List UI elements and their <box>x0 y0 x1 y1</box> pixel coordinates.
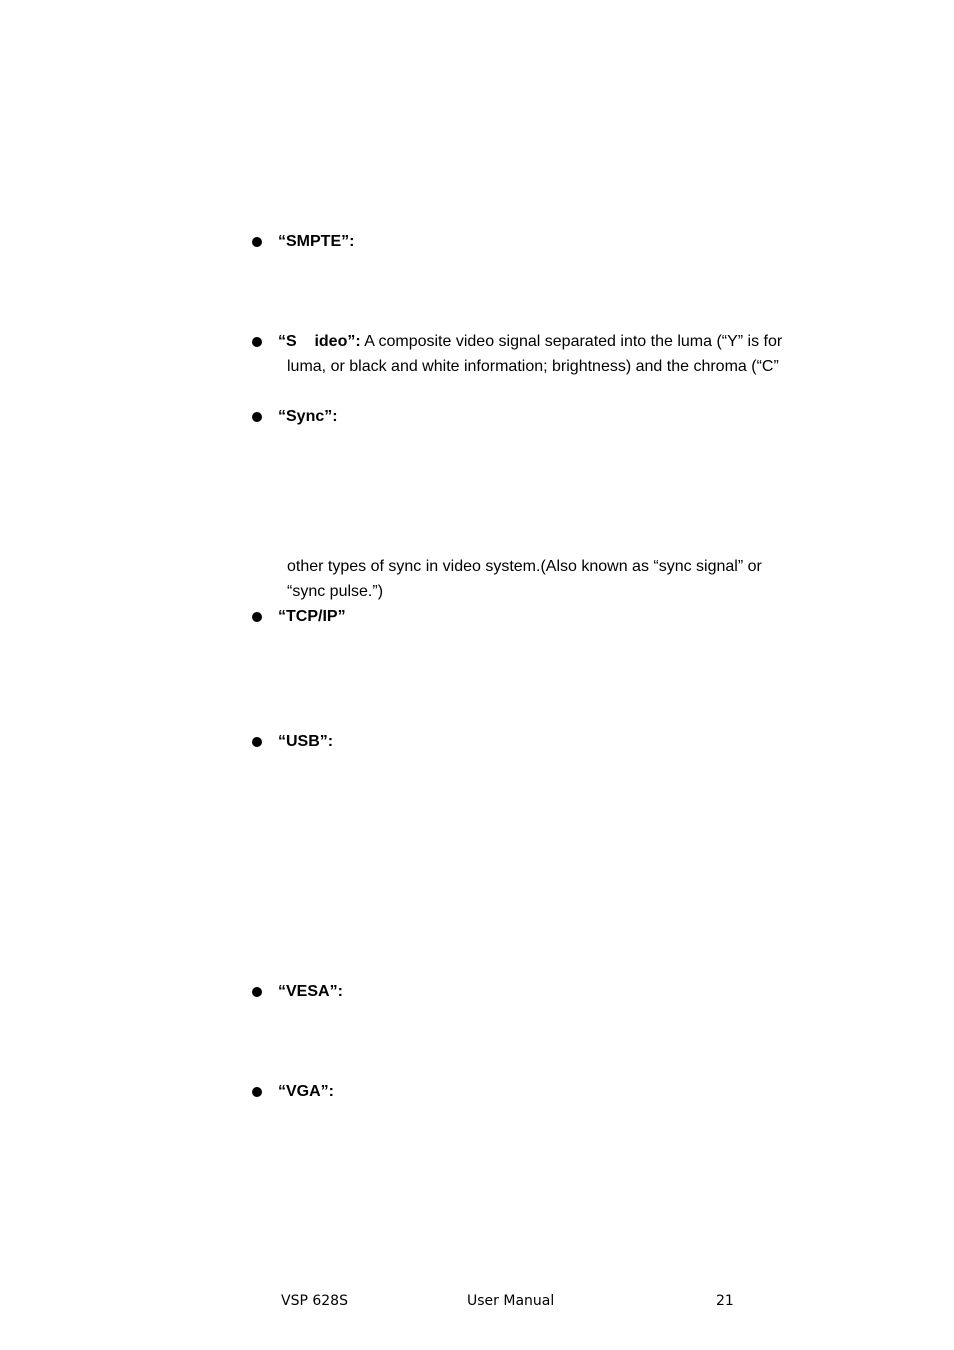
bullet-icon <box>252 737 262 747</box>
bullet-icon <box>252 412 262 422</box>
bullet-icon <box>252 612 262 622</box>
term-label: “Sync”: <box>278 408 338 425</box>
definition-first-line <box>278 329 782 354</box>
bullet-icon <box>252 1087 262 1097</box>
definition-continuation: other types of sync in video system.(Also known as “sync signal” or <box>287 558 762 575</box>
bullet-icon <box>252 337 262 347</box>
term-label: “VGA”: <box>278 1083 334 1100</box>
term-label: “TCP/IP” <box>278 608 346 625</box>
term-label: “S ideo”: <box>278 333 361 350</box>
footer-model: VSP 628S <box>281 1293 348 1309</box>
definition-continuation: luma, or black and white information; brightness) and the chroma (“C” <box>287 358 779 375</box>
term-label: “SMPTE”: <box>278 233 355 250</box>
definition-continuation: “sync pulse.”) <box>287 583 384 600</box>
bullet-icon <box>252 237 262 247</box>
definition-text: A composite video signal separated into the luma (“Y” is for <box>360 333 783 350</box>
term-label: “USB”: <box>278 733 334 750</box>
term-label: “VESA”: <box>278 983 343 1000</box>
bullet-icon <box>252 987 262 997</box>
page-number: 21 <box>716 1293 734 1309</box>
footer-title: User Manual <box>467 1293 555 1309</box>
